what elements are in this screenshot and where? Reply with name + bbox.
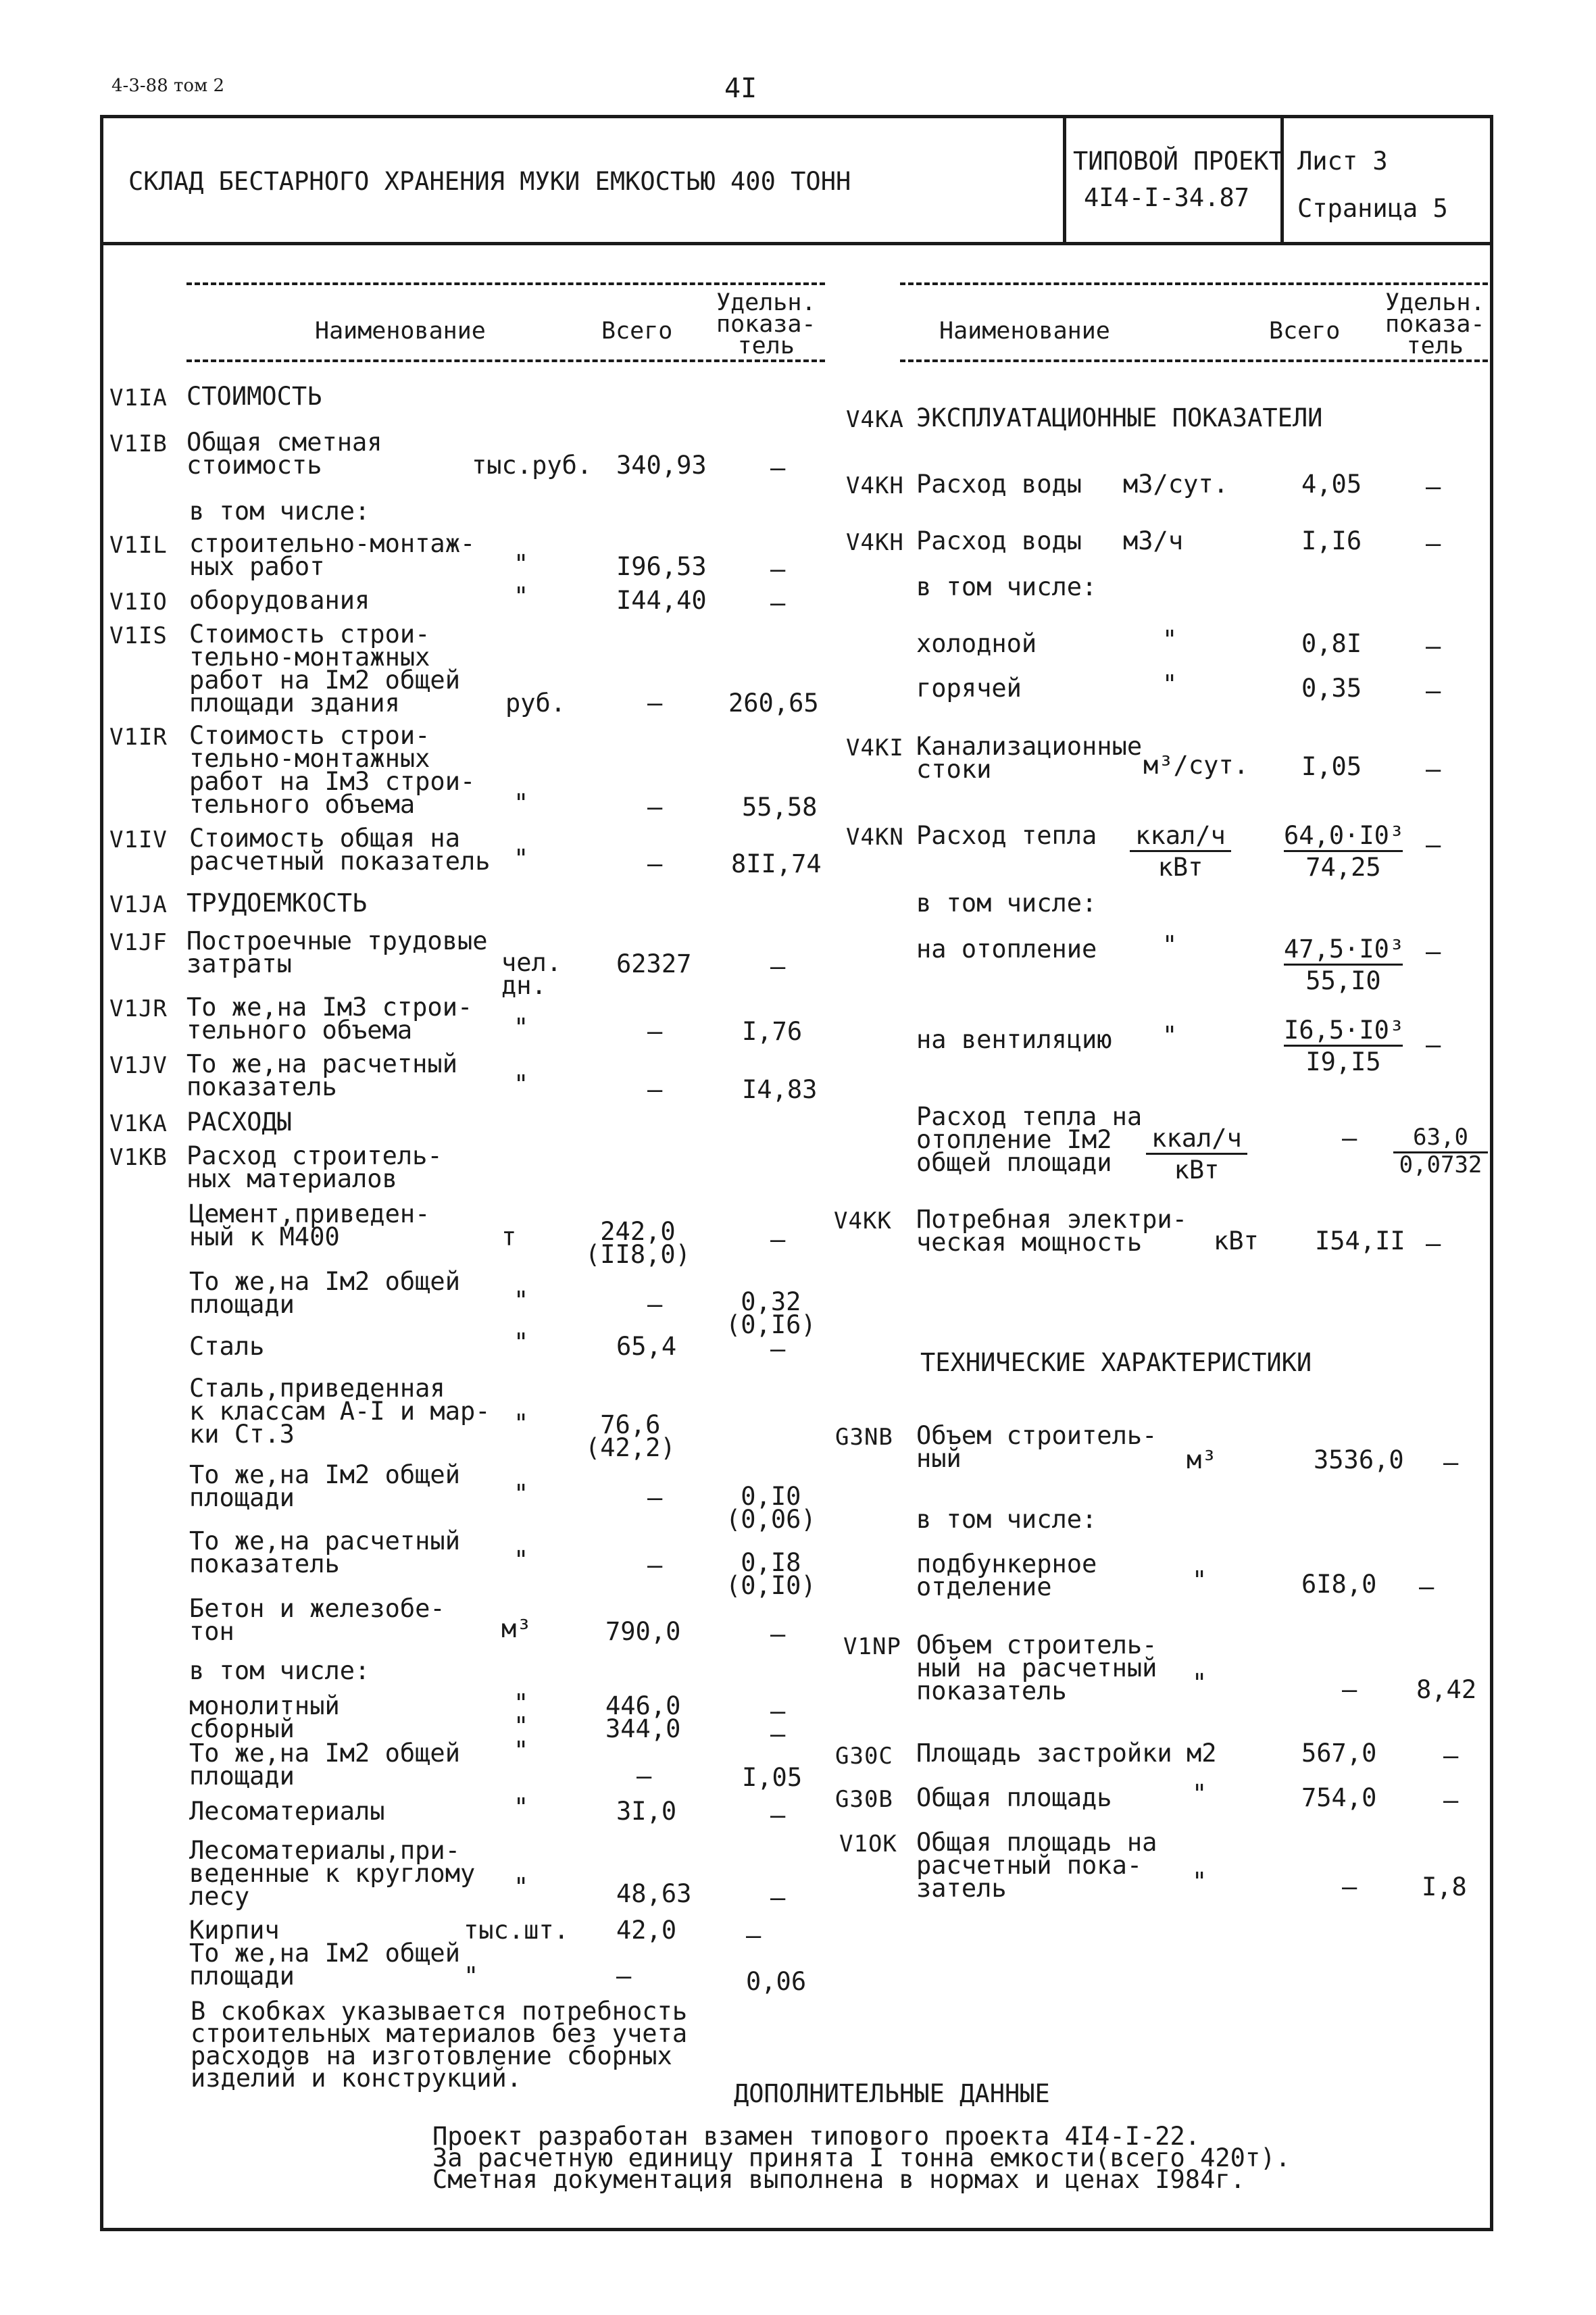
row-total-fraction xyxy=(1284,935,1405,995)
row-code: V4KH xyxy=(846,472,904,499)
row-code: V4KK xyxy=(834,1208,892,1235)
volume-label: 4-3-88 том 2 xyxy=(111,76,225,96)
row-specific: – xyxy=(770,453,786,482)
row-total: I,I6 xyxy=(1301,526,1362,555)
row-total: 62327 xyxy=(616,949,692,978)
project-label: ТИПОВОЙ ПРОЕКТ xyxy=(1073,147,1284,176)
row-total: 0,35 xyxy=(1301,674,1362,703)
row-name: строительно-монтаж- ных работ xyxy=(189,529,476,581)
row-total: 48,63 xyxy=(616,1879,692,1908)
row-unit: " xyxy=(1192,1566,1207,1595)
row-unit: м³/сут. xyxy=(1143,751,1249,780)
row-name: То же,на Iм2 общей площади xyxy=(189,1460,460,1512)
page-number: 4I xyxy=(724,73,757,104)
row-specific: – xyxy=(1426,1229,1441,1258)
row-name: Сталь,приведенная к классам А-I и мар- ки Ст.3 xyxy=(189,1374,491,1449)
row-name: Площадь застройки xyxy=(916,1739,1172,1768)
left-header-top-rule xyxy=(186,282,825,285)
row-specific: 55,58 xyxy=(742,793,818,822)
row-unit: м³ xyxy=(1187,1445,1217,1474)
row-specific: – xyxy=(1426,529,1441,558)
row-name: в том числе: xyxy=(189,1656,370,1685)
row-name: Расход тепла на отопление Iм2 общей площади xyxy=(916,1102,1143,1177)
left-header-bottom-rule xyxy=(186,359,825,362)
row-total-fraction xyxy=(1284,1016,1405,1076)
row-specific: I,8 xyxy=(1422,1872,1467,1901)
row-code: V1KA xyxy=(109,1110,168,1137)
row-code: V1KB xyxy=(109,1144,168,1171)
row-name: монолитный сборный xyxy=(189,1691,340,1743)
right-header-name: Наименование xyxy=(939,318,1110,345)
row-total: – xyxy=(1342,1872,1357,1901)
row-unit: " " xyxy=(514,1689,529,1741)
row-unit: " xyxy=(1162,625,1178,654)
row-unit: тыс.руб. xyxy=(472,451,593,480)
row-specific: – xyxy=(770,589,786,618)
right-header-specific: Удельн. показа- тель xyxy=(1385,289,1485,359)
row-specific: – xyxy=(1426,937,1441,966)
row-code: V1IR xyxy=(109,724,168,751)
row-total: I96,53 xyxy=(616,552,707,581)
total-numerator: I6,5·I0³ xyxy=(1284,1019,1403,1047)
row-code: V4KI xyxy=(846,735,904,762)
row-total: – xyxy=(1342,1124,1357,1153)
row-name: Бетон и железобе- тон xyxy=(189,1594,445,1646)
row-name: в том числе: xyxy=(189,497,370,526)
additional-text: Проект разработан взамен типового проекта 4I4-I-22. За расчетную единицу принята I тонна емкости(всего 420т). Сметная документация выполнена в нормах и ценах I984г. xyxy=(432,2122,1291,2194)
row-unit: тыс.шт. " xyxy=(464,1916,569,1991)
row-specific: 0,I0 (0,06) xyxy=(726,1482,816,1534)
row-unit: " xyxy=(514,1013,529,1042)
row-specific: – xyxy=(770,952,786,981)
row-name: горячей xyxy=(916,674,1022,703)
right-header-top-rule xyxy=(900,282,1488,285)
row-specific: – xyxy=(770,1883,786,1912)
row-total: I54,II xyxy=(1315,1226,1405,1255)
row-name: оборудования xyxy=(189,586,370,615)
row-unit: " xyxy=(1192,1668,1207,1697)
row-unit: " xyxy=(514,1793,529,1822)
row-total: 65,4 xyxy=(616,1332,677,1361)
row-specific: – xyxy=(770,555,786,584)
row-total: 3I,0 xyxy=(616,1797,677,1826)
row-specific: – xyxy=(1426,472,1441,501)
row-name: Объем строитель- ный на расчетный показатель xyxy=(916,1631,1157,1706)
row-total: I,05 xyxy=(1301,752,1362,781)
row-code: V1JA xyxy=(109,891,168,918)
row-name: Стоимость общая на расчетный показатель xyxy=(189,824,491,876)
row-name: Расход строитель- ных материалов xyxy=(186,1141,443,1193)
row-total: – xyxy=(647,849,663,878)
row-specific: 8,42 xyxy=(1416,1675,1477,1704)
row-code: V1JV xyxy=(109,1052,168,1079)
row-code: V4KH xyxy=(846,529,904,556)
row-specific: – xyxy=(1426,676,1441,705)
row-unit-fraction xyxy=(1130,821,1231,882)
row-specific: 0,32 (0,I6) xyxy=(726,1287,816,1339)
row-name: Стоимость строи- тельно-монтажных работ на Iм3 строи- тельного объема xyxy=(189,721,476,819)
left-footnote: В скобках указывается потребность строительных материалов без учета расходов на изготовление сборных изделий и конструкций. xyxy=(191,1997,688,2093)
row-specific-fraction xyxy=(1393,1126,1488,1176)
row-unit: " xyxy=(514,1070,529,1099)
row-name: Общая площадь xyxy=(916,1783,1112,1812)
row-code: V4KA xyxy=(846,406,904,433)
row-specific: – xyxy=(770,1335,786,1364)
row-code: G3NB xyxy=(835,1424,893,1451)
page-label: Страница 5 xyxy=(1297,194,1448,223)
row-unit: т xyxy=(501,1222,517,1251)
row-unit: " xyxy=(514,1736,529,1765)
row-name: Кирпич То же,на Iм2 общей площади xyxy=(189,1916,460,1991)
row-name: То же,на Iм2 общей площади xyxy=(189,1267,460,1319)
row-name: Сталь xyxy=(189,1332,265,1361)
row-unit: " xyxy=(514,1328,529,1357)
row-unit: " xyxy=(514,844,529,873)
row-unit: чел. дн. xyxy=(501,948,562,1000)
row-unit: " xyxy=(1162,930,1178,960)
row-code: V1IA xyxy=(109,384,168,412)
row-unit: м3/ч xyxy=(1123,526,1184,555)
row-total: 754,0 xyxy=(1301,1783,1377,1812)
row-unit: " xyxy=(514,1409,529,1438)
row-specific: I,76 xyxy=(742,1017,803,1046)
row-total: – xyxy=(647,1017,663,1046)
total-denominator: I9,I5 xyxy=(1305,1047,1381,1076)
row-name: СТОИМОСТЬ xyxy=(186,382,322,411)
row-unit: м3/сут. xyxy=(1123,470,1228,499)
title-block-divider xyxy=(100,242,1493,245)
row-total: – xyxy=(637,1762,652,1791)
row-unit: руб. xyxy=(505,689,566,718)
row-code: V1IL xyxy=(109,532,168,559)
unit-denominator: кВт xyxy=(1157,853,1203,882)
row-specific: 0,I8 (0,I0) xyxy=(726,1548,816,1600)
row-name: Объем строитель- ный xyxy=(916,1421,1157,1473)
row-code: V1IO xyxy=(109,589,168,616)
row-unit-fraction xyxy=(1146,1124,1247,1185)
row-unit: " xyxy=(1162,670,1178,699)
row-total: – xyxy=(647,1290,663,1319)
row-code: V1OK xyxy=(839,1831,897,1858)
row-name: подбункерное отделение xyxy=(916,1549,1097,1601)
row-total: – xyxy=(1342,1675,1357,1704)
row-code: G30B xyxy=(835,1786,893,1813)
total-denominator: 55,I0 xyxy=(1305,966,1381,995)
row-unit: кВт xyxy=(1214,1226,1259,1255)
specific-numerator: 63,0 xyxy=(1393,1126,1488,1153)
unit-numerator: ккал/ч xyxy=(1146,1127,1247,1155)
project-number: 4I4-I-34.87 xyxy=(1084,183,1250,212)
row-name: Канализационные стоки xyxy=(916,732,1143,784)
left-header-name: Наименование xyxy=(315,318,486,345)
row-unit: " xyxy=(514,1479,529,1508)
total-numerator: 47,5·I0³ xyxy=(1284,938,1403,966)
row-unit: " xyxy=(514,1286,529,1315)
right-header-total: Всего xyxy=(1269,318,1341,345)
row-name: Расход воды xyxy=(916,526,1082,555)
row-name: Лесоматериалы xyxy=(189,1797,385,1826)
row-name: Расход воды xyxy=(916,470,1082,499)
row-name: Общая площадь на расчетный пока- затель xyxy=(916,1828,1157,1903)
row-name: Расход тепла xyxy=(916,821,1097,850)
additional-heading: ДОПОЛНИТЕЛЬНЫЕ ДАННЫЕ xyxy=(734,2079,1050,2108)
row-specific: – xyxy=(1443,1448,1459,1477)
row-specific: – xyxy=(1426,1030,1441,1060)
row-total: 446,0 344,0 xyxy=(605,1691,681,1743)
row-code: V1JF xyxy=(109,929,168,956)
row-specific: 260,65 xyxy=(728,689,819,718)
row-total: 42,0 – xyxy=(616,1916,677,1991)
row-name: То же,на Iм2 общей площади xyxy=(189,1739,460,1791)
row-total: I44,40 xyxy=(616,586,707,615)
row-total: 6I8,0 xyxy=(1301,1570,1377,1599)
row-total: 340,93 xyxy=(616,451,707,480)
row-name: Общая сметная стоимость xyxy=(186,428,382,480)
row-specific: – xyxy=(770,1620,786,1649)
row-unit: " xyxy=(514,549,529,578)
row-unit: " xyxy=(514,789,529,818)
row-specific: – xyxy=(1426,755,1441,784)
row-name: Лесоматериалы,при- веденные к круглому лесу xyxy=(189,1836,476,1911)
row-specific: – xyxy=(1443,1786,1459,1815)
row-total: – xyxy=(647,793,663,822)
row-specific: – – xyxy=(770,1697,786,1749)
row-total: – xyxy=(647,1075,663,1104)
row-specific: – xyxy=(1419,1572,1435,1601)
row-name: Стоимость строи- тельно-монтажных работ на Iм2 общей площади здания xyxy=(189,620,460,718)
row-code: V1IV xyxy=(109,826,168,853)
row-name: в том числе: xyxy=(916,572,1097,601)
row-code: V1JR xyxy=(109,995,168,1022)
unit-denominator: кВт xyxy=(1174,1155,1220,1185)
row-specific: – xyxy=(1426,632,1441,661)
right-header-bottom-rule xyxy=(900,359,1488,362)
row-specific: I4,83 xyxy=(742,1075,818,1104)
row-total-fraction xyxy=(1284,821,1405,882)
row-name: То же,на расчетный показатель xyxy=(189,1526,460,1578)
row-unit: " xyxy=(1162,1021,1178,1050)
row-total: 567,0 xyxy=(1301,1739,1377,1768)
specific-denominator: 0,0732 xyxy=(1399,1151,1482,1178)
row-specific: – xyxy=(770,1801,786,1830)
row-name: Цемент,приведен- ный к М400 xyxy=(189,1199,430,1251)
row-unit: " xyxy=(1192,1779,1207,1808)
total-denominator: 74,25 xyxy=(1305,853,1381,882)
row-total: 242,0 (II8,0) xyxy=(585,1217,691,1269)
row-specific: 8II,74 xyxy=(731,849,822,878)
row-name: ТРУДОЕМКОСТЬ xyxy=(186,889,368,918)
row-specific: – xyxy=(1426,830,1441,860)
row-code: V1NP xyxy=(843,1633,901,1660)
sheet-label: Лист 3 xyxy=(1297,147,1388,176)
row-unit: м³ xyxy=(501,1614,532,1643)
total-numerator: 64,0·I0³ xyxy=(1284,824,1403,852)
left-header-specific: Удельн. показа- тель xyxy=(716,289,816,359)
title-block-separator-1 xyxy=(1063,115,1066,243)
section-heading: ТЕХНИЧЕСКИЕ ХАРАКТЕРИСТИКИ xyxy=(920,1348,1312,1377)
row-specific: – 0,06 xyxy=(746,1921,807,1996)
row-total: – xyxy=(647,1483,663,1512)
row-code: V1IB xyxy=(109,430,168,457)
row-total: 790,0 xyxy=(605,1617,681,1646)
row-total: 3536,0 xyxy=(1314,1445,1404,1474)
row-name: То же,на Iм3 строи- тельного объема xyxy=(186,993,473,1045)
row-name: Потребная электри- ческая мощность xyxy=(916,1205,1187,1257)
row-name: холодной xyxy=(916,629,1037,658)
row-name: РАСХОДЫ xyxy=(186,1107,292,1137)
unit-numerator: ккал/ч xyxy=(1130,824,1231,852)
row-total: 4,05 xyxy=(1301,470,1362,499)
row-unit: " xyxy=(514,1872,529,1901)
title-block-separator-2 xyxy=(1280,115,1284,243)
row-unit: м2 xyxy=(1187,1739,1217,1768)
row-name: на отопление xyxy=(916,935,1097,964)
left-header-total: Всего xyxy=(601,318,673,345)
document-title: СКЛАД БЕСТАРНОГО ХРАНЕНИЯ МУКИ ЕМКОСТЬЮ 400 ТОНН xyxy=(128,167,851,196)
row-unit: " xyxy=(514,582,529,611)
row-specific: – xyxy=(770,1225,786,1254)
row-specific: – xyxy=(1443,1741,1459,1770)
row-name: в том числе: xyxy=(916,1505,1097,1534)
row-code: V1IS xyxy=(109,622,168,649)
row-name: в том числе: xyxy=(916,889,1097,918)
row-name: То же,на расчетный показатель xyxy=(186,1049,457,1101)
row-total: 0,8I xyxy=(1301,629,1362,658)
row-unit: " xyxy=(514,1545,529,1574)
row-name: на вентиляцию xyxy=(916,1025,1112,1054)
row-specific: I,05 xyxy=(742,1763,803,1792)
row-name: ЭКСПЛУАТАЦИОННЫЕ ПОКАЗАТЕЛИ xyxy=(916,403,1323,432)
row-code: G30C xyxy=(835,1743,893,1770)
row-unit: " xyxy=(1192,1867,1207,1896)
row-total: – xyxy=(647,689,663,718)
row-total: – xyxy=(647,1551,663,1580)
row-name: Построечные трудовые затраты xyxy=(186,926,488,978)
row-total: 76,6 (42,2) xyxy=(585,1410,676,1462)
row-code: V4KN xyxy=(846,824,904,851)
